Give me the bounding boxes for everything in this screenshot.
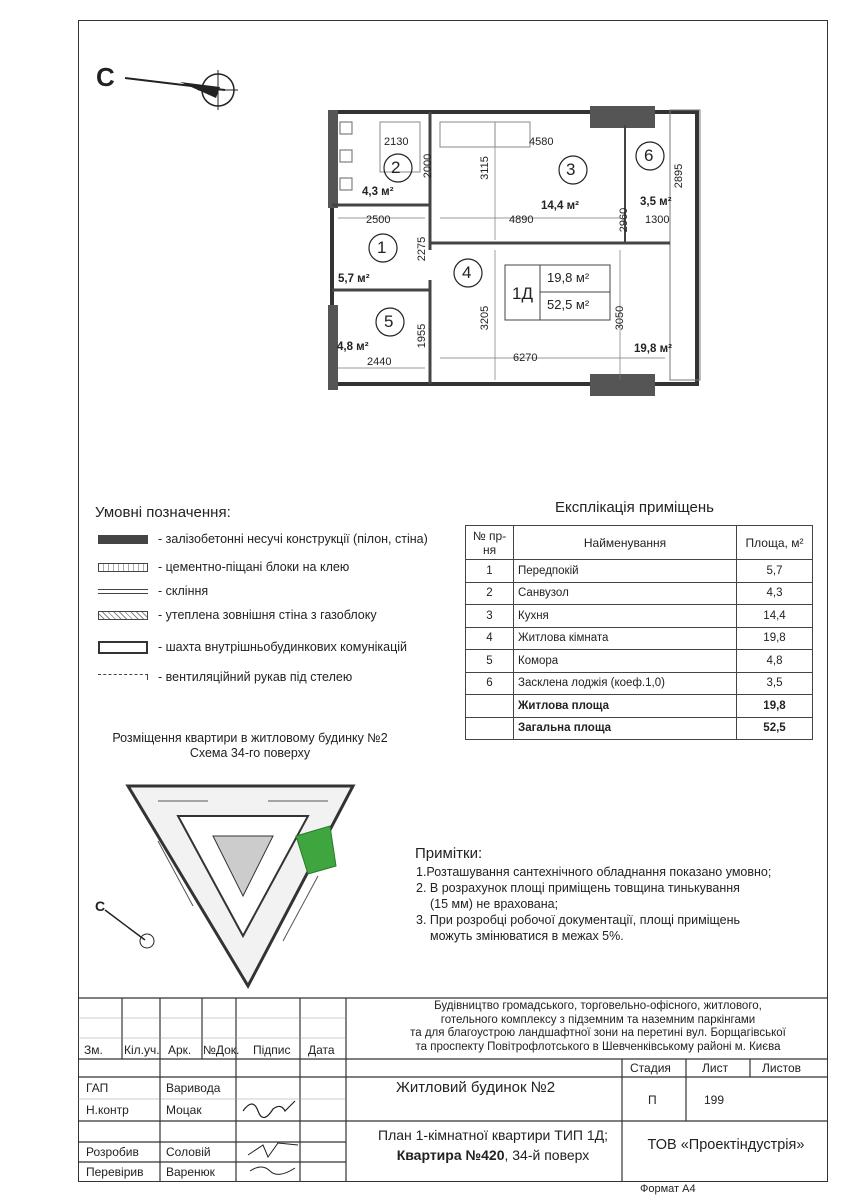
header-area: Площа, м² [737, 526, 813, 560]
dim-4580: 4580 [529, 136, 554, 148]
room-area-5: 4,8 м² [337, 341, 369, 353]
name-perevirv: Варенюк [166, 1165, 215, 1179]
room-number-3: 3 [566, 160, 576, 179]
room-area-2: 4,3 м² [362, 186, 394, 198]
name-nkontr: Моцак [166, 1103, 202, 1117]
scheme-compass-icon [100, 905, 160, 950]
dim-1955: 1955 [416, 323, 429, 349]
role-nkontr: Н.контр [86, 1103, 129, 1117]
sheets-label: Листов [762, 1061, 801, 1075]
table-row: 5 Комора 4,8 [466, 650, 813, 673]
dim-3115: 3115 [478, 156, 491, 180]
apartment-type: 1Д [512, 284, 533, 303]
legend-symbol-pylon [98, 535, 148, 544]
title-block [78, 997, 828, 1182]
name-gap: Варивода [166, 1081, 221, 1095]
dim-4890: 4890 [509, 214, 534, 226]
room-area-1: 5,7 м² [338, 273, 370, 285]
room-number-6: 6 [644, 146, 654, 165]
notes-title: Примітки: [415, 845, 483, 862]
header-name: Найменування [514, 526, 737, 560]
scheme-compass-letter: С [95, 898, 106, 914]
plan-title: План 1-кімнатної квартири ТИП 1Д; [378, 1127, 608, 1143]
sheet-value: 199 [704, 1093, 725, 1107]
dim-6270: 6270 [513, 352, 538, 364]
name-rozrobyv: Соловій [166, 1145, 211, 1159]
apartment-line: Квартира №420, 34-й поверх [396, 1147, 590, 1163]
floor-scheme [118, 766, 363, 996]
building-name: Житловий будинок №2 [396, 1079, 556, 1096]
notes-list: 1.Розташування сантехнічного обладнання показано умовно; 2. В розрахунок площі приміщень товщина тинькування (15 мм) не врахована; 3. При розробці робочої документації, площі приміщень можуть змінюватися в межах 5%. [416, 865, 772, 943]
paper-format: Формат А4 [640, 1183, 696, 1195]
dim-1300: 1300 [645, 214, 670, 226]
legend-symbol-blocks [98, 563, 148, 572]
table-row: 4 Житлова кімната 19,8 [466, 627, 813, 650]
legend-item: - цементно-піщані блоки на клею [98, 560, 349, 574]
table-row: 6 Засклена лоджія (коеф.1,0) 3,5 [466, 672, 813, 695]
room-area-6: 3,5 м² [640, 196, 672, 208]
dim-2000: 2000 [422, 153, 435, 179]
room-number-5: 5 [384, 312, 394, 331]
dim-2960: 2960 [618, 207, 631, 233]
dim-2500: 2500 [366, 214, 391, 226]
sheet-label: Лист [702, 1061, 729, 1075]
stage-label: Стадия [630, 1061, 671, 1075]
explication-title: Експлікація приміщень [555, 499, 714, 516]
legend-item: - скління [98, 584, 208, 598]
room-number-2: 2 [391, 158, 401, 177]
legend-item: - шахта внутрішньобудинкових комунікацій [98, 640, 407, 654]
company-name: ТОВ «Проектіндустрія» [647, 1137, 805, 1153]
col-kil-uch: Кіл.уч. [124, 1043, 160, 1057]
legend-symbol-vent [98, 674, 148, 680]
placement-caption: Розміщення квартири в житловому будинку №2 Схема 34-го поверху [112, 731, 388, 760]
table-row-living: Житлова площа 19,8 [466, 695, 813, 718]
col-ndok: №Док. [203, 1043, 240, 1057]
table-row-total: Загальна площа 52,5 [466, 717, 813, 740]
role-gap: ГАП [86, 1081, 109, 1095]
dim-2275: 2275 [416, 236, 429, 262]
dim-2440: 2440 [367, 356, 392, 368]
stage-value: П [648, 1093, 657, 1107]
compass-letter: С [96, 62, 115, 92]
room-number-4: 4 [462, 263, 472, 282]
col-data: Дата [308, 1043, 335, 1057]
role-perevirv: Перевірив [86, 1165, 144, 1179]
col-pidpys: Підпис [253, 1043, 291, 1057]
legend-symbol-insulated-wall [98, 611, 148, 620]
project-description: Будівництво громадського, торговельно-офісного, житлового, готельного комплексу з підземним та наземним паркінгами та для благоустрою ландшафтної зони на перетині вул. Борщагівської та проспекту Повітрофлотського в Шевченківському районі м. Києва [410, 1000, 786, 1053]
room-number-1: 1 [377, 238, 387, 257]
col-ark: Арк. [168, 1043, 192, 1057]
legend-item: - вентиляційний рукав під стелею [98, 670, 352, 684]
table-header-row [466, 526, 813, 560]
room-area-4: 19,8 м² [634, 343, 672, 355]
table-row: 3 Кухня 14,4 [466, 605, 813, 628]
legend-title: Умовні позначення: [95, 504, 231, 521]
col-zm: Зм. [84, 1043, 103, 1057]
role-rozrobyv: Розробив [86, 1145, 139, 1159]
dim-2895: 2895 [673, 163, 686, 189]
room-area-3: 14,4 м² [541, 200, 579, 212]
legend-symbol-glazing [98, 589, 148, 594]
legend-item: - залізобетонні несучі конструкції (пілон, стіна) [98, 532, 428, 546]
header-num: № пр-ня [466, 526, 514, 560]
signatures [238, 1097, 318, 1177]
table-row: 1 Передпокій 5,7 [466, 560, 813, 583]
legend-symbol-shaft [98, 641, 148, 654]
dim-3050: 3050 [614, 305, 627, 331]
legend-item: - утеплена зовнішня стіна з газоблоку [98, 608, 377, 622]
table-row: 2 Санвузол 4,3 [466, 582, 813, 605]
summary-total: 52,5 м² [547, 297, 590, 312]
compass-icon [120, 60, 250, 120]
explication-table [465, 525, 813, 740]
dim-2130: 2130 [384, 136, 409, 148]
dim-3205: 3205 [479, 305, 492, 331]
summary-living: 19,8 м² [547, 270, 590, 285]
